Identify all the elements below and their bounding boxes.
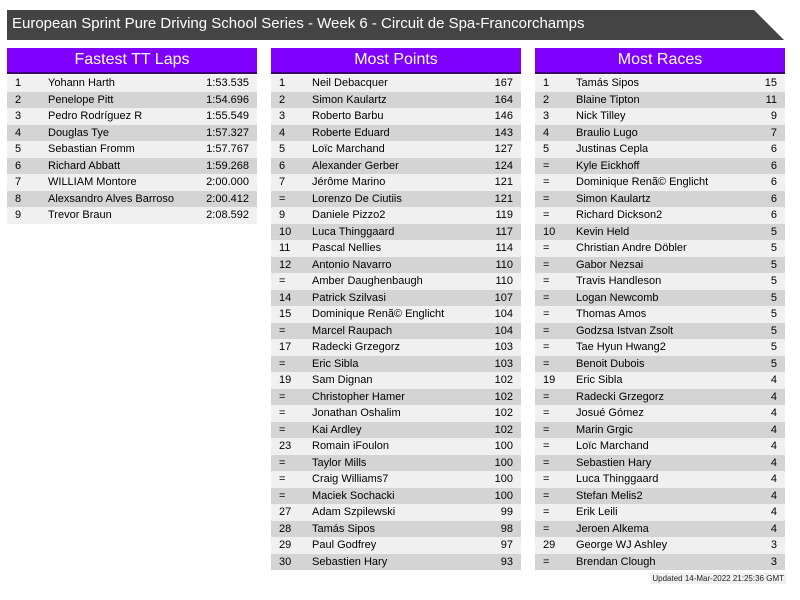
table-row (535, 422, 785, 439)
value-cell: 102 (494, 423, 513, 436)
table-row (271, 257, 521, 274)
position-cell: = (279, 473, 286, 485)
position-cell: 5 (543, 143, 550, 155)
table-row (7, 174, 257, 191)
position-cell: = (279, 275, 286, 287)
position-cell: = (543, 390, 550, 403)
table-row (271, 389, 521, 406)
driver-name-cell: Tamás Sipos (576, 77, 639, 89)
driver-name-cell: Sam Dignan (312, 374, 373, 386)
table-row (535, 537, 785, 554)
value-cell: 99 (500, 506, 513, 518)
driver-name-cell: Pascal Nellies (312, 242, 382, 254)
panel-most-points (271, 48, 521, 570)
position-cell: = (543, 506, 550, 518)
table-row (535, 207, 785, 224)
table-row (535, 92, 785, 109)
value-cell: 103 (494, 341, 513, 353)
position-cell: 1 (279, 77, 286, 89)
position-cell: = (279, 489, 286, 502)
driver-name-cell: George WJ Ashley (576, 539, 668, 551)
position-cell: 7 (279, 176, 286, 188)
position-cell: 5 (15, 143, 22, 155)
table-row (535, 339, 785, 356)
driver-name-cell: Christopher Hamer (312, 390, 405, 403)
value-cell: 1:57.767 (206, 143, 249, 155)
value-cell: 4 (770, 440, 777, 452)
driver-name-cell: Luca Thinggaard (312, 225, 395, 238)
value-cell: 4 (770, 489, 777, 502)
table-row (271, 339, 521, 356)
table-row (271, 521, 521, 538)
table-row (7, 191, 257, 208)
value-cell: 97 (500, 539, 513, 551)
position-cell: 6 (279, 159, 286, 172)
table-row (535, 356, 785, 373)
table-row (535, 75, 785, 92)
driver-name-cell: Radecki Grzegorz (576, 390, 665, 403)
driver-name-cell: Dominique Renã© Englicht (312, 308, 445, 320)
position-cell: 4 (279, 126, 286, 139)
table-row (271, 191, 521, 208)
driver-name-cell: Marin Grgic (576, 423, 633, 436)
driver-name-cell: Gabor Nezsai (576, 258, 644, 271)
driver-name-cell: Sebastien Hary (312, 555, 388, 568)
driver-name-cell: Loïc Marchand (576, 440, 649, 452)
leaderboard-rows (7, 75, 257, 224)
value-cell: 167 (494, 77, 513, 89)
value-cell: 143 (494, 126, 513, 139)
driver-name-cell: Alexander Gerber (312, 159, 399, 172)
driver-name-cell: Marcel Raupach (312, 324, 393, 337)
driver-name-cell: Christian Andre Döbler (576, 242, 687, 254)
value-cell: 6 (770, 176, 777, 188)
position-cell: 10 (279, 225, 292, 238)
position-cell: = (279, 390, 286, 403)
position-cell: 2 (15, 93, 22, 106)
table-row (535, 257, 785, 274)
driver-name-cell: Amber Daughenbaugh (312, 275, 423, 287)
position-cell: = (543, 407, 550, 419)
position-cell: 19 (543, 374, 556, 386)
value-cell: 121 (494, 176, 513, 188)
position-cell: = (543, 440, 550, 452)
driver-name-cell: Dominique Renã© Englicht (576, 176, 709, 188)
value-cell: 4 (770, 506, 777, 518)
leaderboard-rows (271, 75, 521, 570)
table-row (271, 323, 521, 340)
table-row (535, 504, 785, 521)
leaderboard-rows (535, 75, 785, 570)
value-cell: 6 (770, 192, 777, 205)
table-row (7, 158, 257, 175)
position-cell: = (543, 209, 550, 221)
table-row (7, 207, 257, 224)
table-row (271, 537, 521, 554)
table-row (7, 92, 257, 109)
position-cell: = (543, 456, 550, 469)
table-row (7, 108, 257, 125)
table-row (271, 488, 521, 505)
table-row (271, 240, 521, 257)
position-cell: = (279, 324, 286, 337)
position-cell: = (279, 423, 286, 436)
position-cell: = (543, 291, 550, 304)
value-cell: 6 (770, 209, 777, 221)
driver-name-cell: Antonio Navarro (312, 258, 392, 271)
position-cell: 5 (279, 143, 286, 155)
table-row (7, 125, 257, 142)
position-cell: 11 (279, 242, 291, 254)
driver-name-cell: Kai Ardley (312, 423, 362, 436)
table-row (535, 125, 785, 142)
value-cell: 124 (494, 159, 513, 172)
value-cell: 7 (770, 126, 777, 139)
table-row (271, 125, 521, 142)
table-row (535, 158, 785, 175)
driver-name-cell: Richard Abbatt (48, 159, 121, 172)
value-cell: 110 (495, 275, 513, 287)
table-row (271, 438, 521, 455)
value-cell: 5 (770, 357, 777, 370)
driver-name-cell: Tamás Sipos (312, 522, 375, 535)
value-cell: 127 (494, 143, 513, 155)
table-row (535, 240, 785, 257)
value-cell: 107 (494, 291, 513, 304)
table-row (271, 455, 521, 472)
value-cell: 4 (770, 407, 777, 419)
position-cell: = (543, 489, 550, 502)
position-cell: 12 (279, 258, 292, 271)
position-cell: = (543, 357, 550, 370)
position-cell: 1 (543, 77, 550, 89)
value-cell: 2:00.000 (206, 176, 249, 188)
table-row (271, 174, 521, 191)
table-row (271, 405, 521, 422)
table-row (535, 108, 785, 125)
position-cell: 29 (279, 539, 292, 551)
driver-name-cell: Simon Kaulartz (576, 192, 651, 205)
position-cell: = (543, 324, 550, 337)
panel-header: Fastest TT Laps (7, 48, 257, 74)
value-cell: 3 (770, 555, 777, 568)
table-row (271, 224, 521, 241)
table-row (271, 75, 521, 92)
value-cell: 4 (770, 423, 777, 436)
value-cell: 121 (494, 192, 513, 205)
position-cell: 9 (279, 209, 286, 221)
value-cell: 2:08.592 (206, 209, 249, 221)
driver-name-cell: Erik Leili (576, 506, 618, 518)
table-row (271, 554, 521, 571)
driver-name-cell: Roberto Barbu (312, 110, 384, 122)
position-cell: = (543, 275, 550, 287)
value-cell: 5 (770, 341, 777, 353)
table-row (271, 422, 521, 439)
position-cell: = (543, 192, 550, 205)
driver-name-cell: Braulio Lugo (576, 126, 638, 139)
driver-name-cell: Sebastian Fromm (48, 143, 135, 155)
driver-name-cell: Eric Sibla (576, 374, 623, 386)
table-row (535, 488, 785, 505)
table-row (271, 471, 521, 488)
value-cell: 9 (770, 110, 777, 122)
position-cell: 19 (279, 374, 292, 386)
value-cell: 117 (495, 225, 513, 238)
driver-name-cell: Adam Szpilewski (312, 506, 396, 518)
driver-name-cell: Josué Gómez (576, 407, 644, 419)
table-row (535, 372, 785, 389)
value-cell: 98 (500, 522, 513, 535)
driver-name-cell: Maciek Sochacki (312, 489, 395, 502)
table-row (535, 273, 785, 290)
updated-timestamp: Updated 14-Mar-2022 21:25:36 GMT (652, 574, 784, 583)
driver-name-cell: Alexsandro Alves Barroso (48, 192, 174, 205)
value-cell: 5 (770, 324, 777, 337)
panel-most-races (535, 48, 785, 570)
table-row (535, 306, 785, 323)
driver-name-cell: Pedro Rodríguez R (48, 110, 143, 122)
value-cell: 5 (770, 242, 777, 254)
driver-name-cell: Trevor Braun (48, 209, 112, 221)
table-row (7, 75, 257, 92)
table-row (271, 141, 521, 158)
value-cell: 102 (494, 390, 513, 403)
driver-name-cell: Jeroen Alkema (576, 522, 649, 535)
driver-name-cell: Benoit Dubois (576, 357, 645, 370)
driver-name-cell: Craig Williams7 (312, 473, 389, 485)
position-cell: = (543, 159, 550, 172)
title-banner (7, 10, 784, 40)
value-cell: 100 (494, 456, 513, 469)
driver-name-cell: Penelope Pitt (48, 93, 114, 106)
value-cell: 5 (770, 225, 777, 238)
driver-name-cell: Brendan Clough (576, 555, 656, 568)
table-row (535, 521, 785, 538)
driver-name-cell: Daniele Pizzo2 (312, 209, 386, 221)
value-cell: 104 (494, 308, 513, 320)
position-cell: 3 (543, 110, 550, 122)
table-row (535, 389, 785, 406)
driver-name-cell: Luca Thinggaard (576, 473, 659, 485)
position-cell: 27 (279, 506, 292, 518)
position-cell: 3 (279, 110, 286, 122)
position-cell: = (543, 258, 550, 271)
value-cell: 102 (494, 407, 513, 419)
value-cell: 100 (494, 473, 513, 485)
position-cell: 3 (15, 110, 22, 122)
position-cell: = (279, 456, 286, 469)
value-cell: 4 (770, 374, 777, 386)
driver-name-cell: WILLIAM Montore (48, 176, 137, 188)
value-cell: 5 (770, 275, 777, 287)
driver-name-cell: Nick Tilley (576, 110, 626, 122)
value-cell: 6 (770, 143, 777, 155)
table-row (535, 141, 785, 158)
driver-name-cell: Blaine Tipton (576, 93, 640, 106)
value-cell: 119 (495, 209, 513, 221)
table-row (271, 108, 521, 125)
value-cell: 1:54.696 (206, 93, 249, 106)
driver-name-cell: Godzsa Istvan Zsolt (576, 324, 674, 337)
position-cell: 6 (15, 159, 22, 172)
value-cell: 164 (494, 93, 513, 106)
value-cell: 1:57.327 (206, 126, 249, 139)
table-row (271, 306, 521, 323)
value-cell: 102 (494, 374, 513, 386)
driver-name-cell: Kyle Eickhoff (576, 159, 640, 172)
page-title: European Sprint Pure Driving School Series - Week 6 - Circuit de Spa-Francorchamps (12, 15, 585, 32)
value-cell: 103 (494, 357, 513, 370)
driver-name-cell: Simon Kaulartz (312, 93, 387, 106)
panel-header: Most Races (535, 48, 785, 74)
position-cell: 15 (279, 308, 292, 320)
value-cell: 104 (494, 324, 513, 337)
driver-name-cell: Thomas Amos (576, 308, 647, 320)
position-cell: = (543, 423, 550, 436)
value-cell: 5 (770, 291, 777, 304)
table-row (535, 455, 785, 472)
table-row (535, 471, 785, 488)
value-cell: 15 (764, 77, 777, 89)
driver-name-cell: Travis Handleson (576, 275, 662, 287)
position-cell: = (543, 341, 550, 353)
value-cell: 4 (770, 456, 777, 469)
table-row (535, 554, 785, 571)
driver-name-cell: Douglas Tye (48, 126, 109, 139)
position-cell: 29 (543, 539, 556, 551)
value-cell: 4 (770, 522, 777, 535)
table-row (535, 174, 785, 191)
position-cell: 30 (279, 555, 292, 568)
value-cell: 100 (494, 440, 513, 452)
driver-name-cell: Yohann Harth (48, 77, 115, 89)
position-cell: 7 (15, 176, 22, 188)
driver-name-cell: Sebastien Hary (576, 456, 652, 469)
position-cell: = (543, 473, 550, 485)
position-cell: 14 (279, 291, 292, 304)
table-row (7, 141, 257, 158)
position-cell: = (543, 555, 550, 568)
position-cell: 2 (279, 93, 286, 106)
driver-name-cell: Radecki Grzegorz (312, 341, 401, 353)
value-cell: 1:55.549 (206, 110, 249, 122)
table-row (271, 92, 521, 109)
table-row (271, 290, 521, 307)
panel-header: Most Points (271, 48, 521, 74)
driver-name-cell: Kevin Held (576, 225, 630, 238)
table-row (271, 273, 521, 290)
table-row (535, 191, 785, 208)
position-cell: 4 (543, 126, 550, 139)
position-cell: 1 (15, 77, 22, 89)
value-cell: 4 (770, 390, 777, 403)
value-cell: 5 (770, 308, 777, 320)
panel-fastest-tt-laps (7, 48, 257, 224)
table-row (535, 290, 785, 307)
position-cell: 4 (15, 126, 22, 139)
position-cell: 9 (15, 209, 22, 221)
driver-name-cell: Paul Godfrey (312, 539, 377, 551)
value-cell: 146 (494, 110, 513, 122)
driver-name-cell: Lorenzo De Ciutiis (312, 192, 402, 205)
driver-name-cell: Logan Newcomb (576, 291, 659, 304)
table-row (535, 224, 785, 241)
position-cell: 8 (15, 192, 22, 205)
position-cell: 17 (279, 341, 292, 353)
value-cell: 4 (770, 473, 777, 485)
value-cell: 6 (770, 159, 777, 172)
table-row (271, 504, 521, 521)
table-row (271, 207, 521, 224)
driver-name-cell: Neil Debacquer (312, 77, 388, 89)
value-cell: 100 (494, 489, 513, 502)
value-cell: 11 (765, 93, 777, 106)
position-cell: 2 (543, 93, 550, 106)
driver-name-cell: Loïc Marchand (312, 143, 385, 155)
table-row (535, 405, 785, 422)
driver-name-cell: Eric Sibla (312, 357, 359, 370)
value-cell: 93 (500, 555, 513, 568)
value-cell: 114 (495, 242, 513, 254)
position-cell: = (543, 308, 550, 320)
table-row (535, 323, 785, 340)
position-cell: = (543, 522, 550, 535)
driver-name-cell: Tae Hyun Hwang2 (576, 341, 666, 353)
position-cell: 10 (543, 225, 556, 238)
position-cell: = (543, 242, 550, 254)
driver-name-cell: Roberte Eduard (312, 126, 390, 139)
value-cell: 5 (770, 258, 777, 271)
driver-name-cell: Jonathan Oshalim (312, 407, 401, 419)
value-cell: 2:00.412 (206, 192, 249, 205)
value-cell: 3 (770, 539, 777, 551)
position-cell: = (279, 357, 286, 370)
table-row (271, 158, 521, 175)
position-cell: = (543, 176, 550, 188)
position-cell: = (279, 192, 286, 205)
driver-name-cell: Jérôme Marino (312, 176, 386, 188)
driver-name-cell: Justinas Cepla (576, 143, 649, 155)
table-row (271, 372, 521, 389)
table-row (271, 356, 521, 373)
driver-name-cell: Taylor Mills (312, 456, 367, 469)
driver-name-cell: Richard Dickson2 (576, 209, 663, 221)
position-cell: = (279, 407, 286, 419)
driver-name-cell: Romain iFoulon (312, 440, 390, 452)
driver-name-cell: Stefan Melis2 (576, 489, 643, 502)
position-cell: 23 (279, 440, 292, 452)
value-cell: 1:53.535 (206, 77, 249, 89)
position-cell: 28 (279, 522, 292, 535)
table-row (535, 438, 785, 455)
driver-name-cell: Patrick Szilvasi (312, 291, 386, 304)
value-cell: 110 (495, 258, 513, 271)
value-cell: 1:59.268 (206, 159, 249, 172)
